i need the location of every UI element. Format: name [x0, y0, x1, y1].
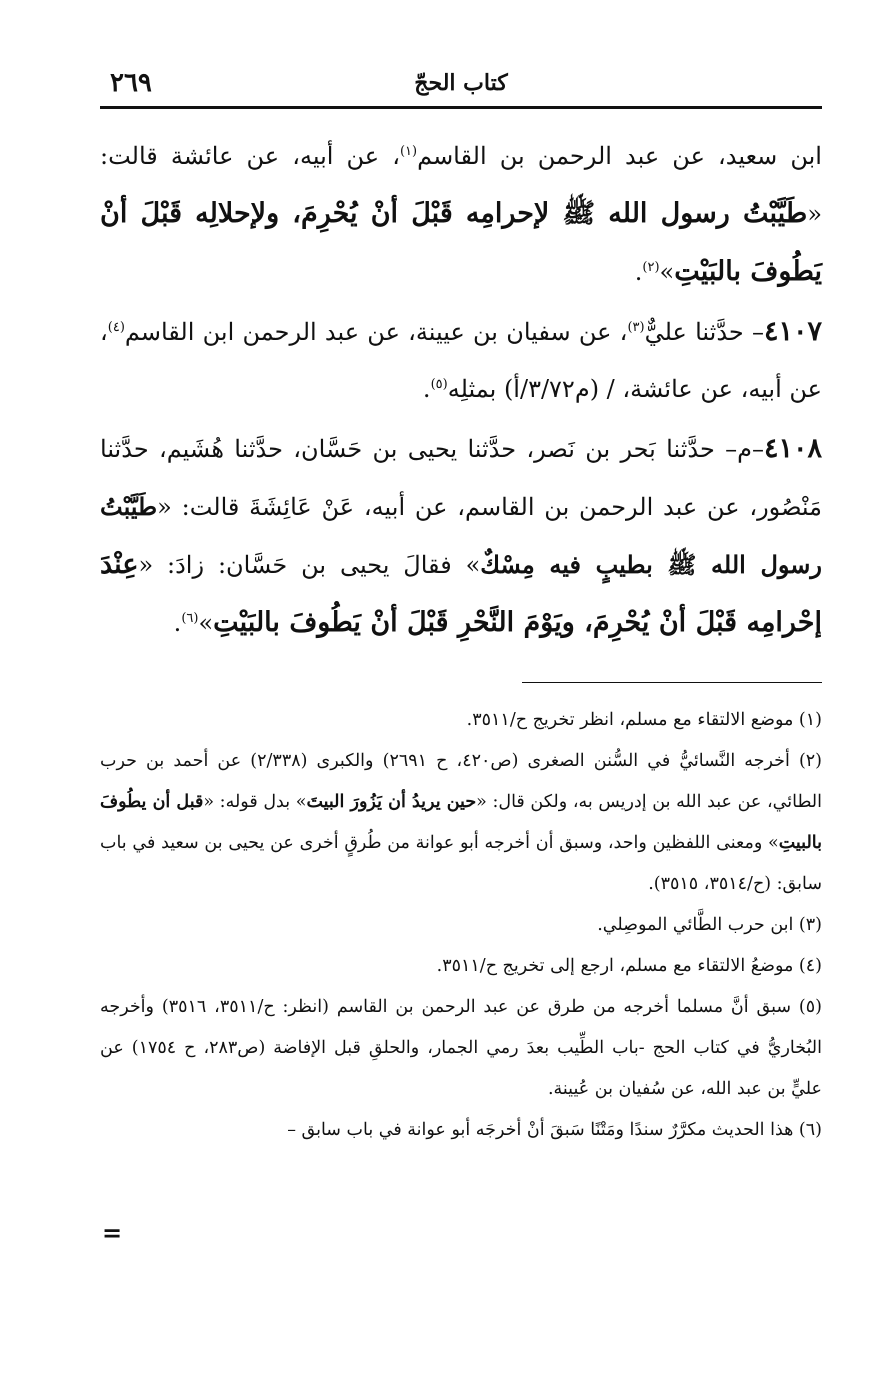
footnote-ref-5: (٥) [430, 377, 448, 392]
hadith-paragraph-4107: ٤١٠٧– حدَّثنا عليٌّ$^{(٣)}$، عن سفيان بن عيينة، عن عبد الرحمن ابن القاسم$^{(٤)}$، عن أبيه، عن عائشة، / (م٣/٧٢/أ) بمثلِه$^{(٥)}$. [100, 316, 822, 403]
footnote-4: (٤) موضعُ الالتقاء مع مسلم، ارجع إلى تخريج ح/٣٥١١. [436, 956, 822, 976]
footnote-separator [522, 682, 822, 683]
hadith-quote: طَيَّبْتُ رسول الله ﷺ بطيبٍ فيه مِسْكٌ [100, 492, 822, 579]
footnote-3: (٣) ابن حرب الطَّائي الموصِلي. [597, 915, 822, 935]
footnote-ref-3: (٣) [627, 320, 645, 335]
hadith-paragraph-4108: ٤١٠٨–م– حدَّثنا بَحر بن نَصر، حدَّثنا يحيى بن حَسَّان، حدَّثنا هُشَيم، حدَّثنا مَنْصُور، عن عبد الرحمن بن القاسم، عن أبيه، عَنْ عَائِشَةَ قالت: «طَيَّبْتُ رسول الله ﷺ بطيبٍ فيه مِسْكٌ» فقالَ يحيى بن حَسَّان: زادَ: «عِنْدَ إحْرامِه قَبْلَ أنْ يُحْرِمَ، ويَوْمَ النَّحْرِ قَبْلَ أنْ يَطُوفَ بالبَيْتِ»$^{(٦)}$. [100, 433, 822, 638]
page-number: ٢٦٩ [110, 68, 152, 98]
continuation-mark: = [102, 1218, 123, 1247]
footnote-ref-1: (١) [399, 144, 418, 159]
chapter-title: كتاب الحجّ [414, 70, 508, 96]
footnotes [100, 700, 822, 1151]
footnote-1: (١) موضع الالتقاء مع مسلم، انظر تخريج ح/٣٥١١. [466, 710, 822, 730]
footnote-6: (٦) هذا الحديث مكرَّرٌ سندًا ومَتْنًا سَبقَ أنْ أخرجَه أبو عوانة في باب سابق – [287, 1120, 822, 1140]
hadith-quote: عِنْدَ إحْرامِه قَبْلَ أنْ يُحْرِمَ، ويَوْمَ النَّحْرِ قَبْلَ أنْ يَطُوفَ بالبَيْتِ [100, 549, 822, 638]
footnote-5: (٥) سبق أنَّ مسلما أخرجه من طرق عن عبد الرحمن بن القاسم (انظر: ح/٣٥١١، ٣٥١٦) وأخرجه البُخاريُّ في كتاب الحج -باب الطِّيب بعدَ رمي الجمار، والحلقِ قبل الإفاضة (ص٢٨٣، ح ١٧٥٤) عن عليٍّ بن عبد الله، عن سُفيان بن عُيينة. [100, 997, 822, 1099]
hadith-number: ٤١٠٨ [763, 433, 822, 464]
hadith-quote: طَيَّبْتُ رسول الله ﷺ لإحرامِه قَبْلَ أنْ يُحْرِمَ، ولإحلالِه قَبْلَ أنْ يَطُوفَ بالبَيْتِ [100, 198, 822, 287]
header-rule [100, 106, 822, 109]
footnote-ref-4: (٤) [107, 320, 125, 335]
main-text [100, 128, 822, 654]
footnote-ref-6: (٦) [181, 611, 199, 626]
hadith-paragraph-1: ابن سعيد، عن عبد الرحمن بن القاسم$^{(١)}$، عن أبيه، عن عائشة قالت: «طَيَّبْتُ رسول الله ﷺ لإحرامِه قَبْلَ أنْ يُحْرِمَ، ولإحلالِه قَبْلَ أنْ يَطُوفَ بالبَيْتِ»$^{(٢)}$. [100, 142, 822, 287]
footnote-ref-2: (٢) [642, 260, 660, 275]
footnote-2: (٢) أخرجه النَّسائيُّ في السُّنن الصغرى (ص٤٢٠، ح ٢٦٩١) والكبرى (٢/٣٣٨) عن أحمد بن حرب الطائي، عن عبد الله بن إدريس به، ولكن قال: «حين يريدُ أن يَزُورَ البيتَ» بدل قوله: «قبل أن يطُوفَ بالبيتِ» ومعنى اللفظين واحد، وسبق أن أخرجه أبو عوانة من طُرقٍ أخرى عن يحيى بن سعيد في باب سابق: (ح/٣٥١٤، ٣٥١٥). [100, 751, 822, 894]
hadith-number: ٤١٠٧ [763, 316, 822, 347]
running-header [100, 70, 822, 106]
